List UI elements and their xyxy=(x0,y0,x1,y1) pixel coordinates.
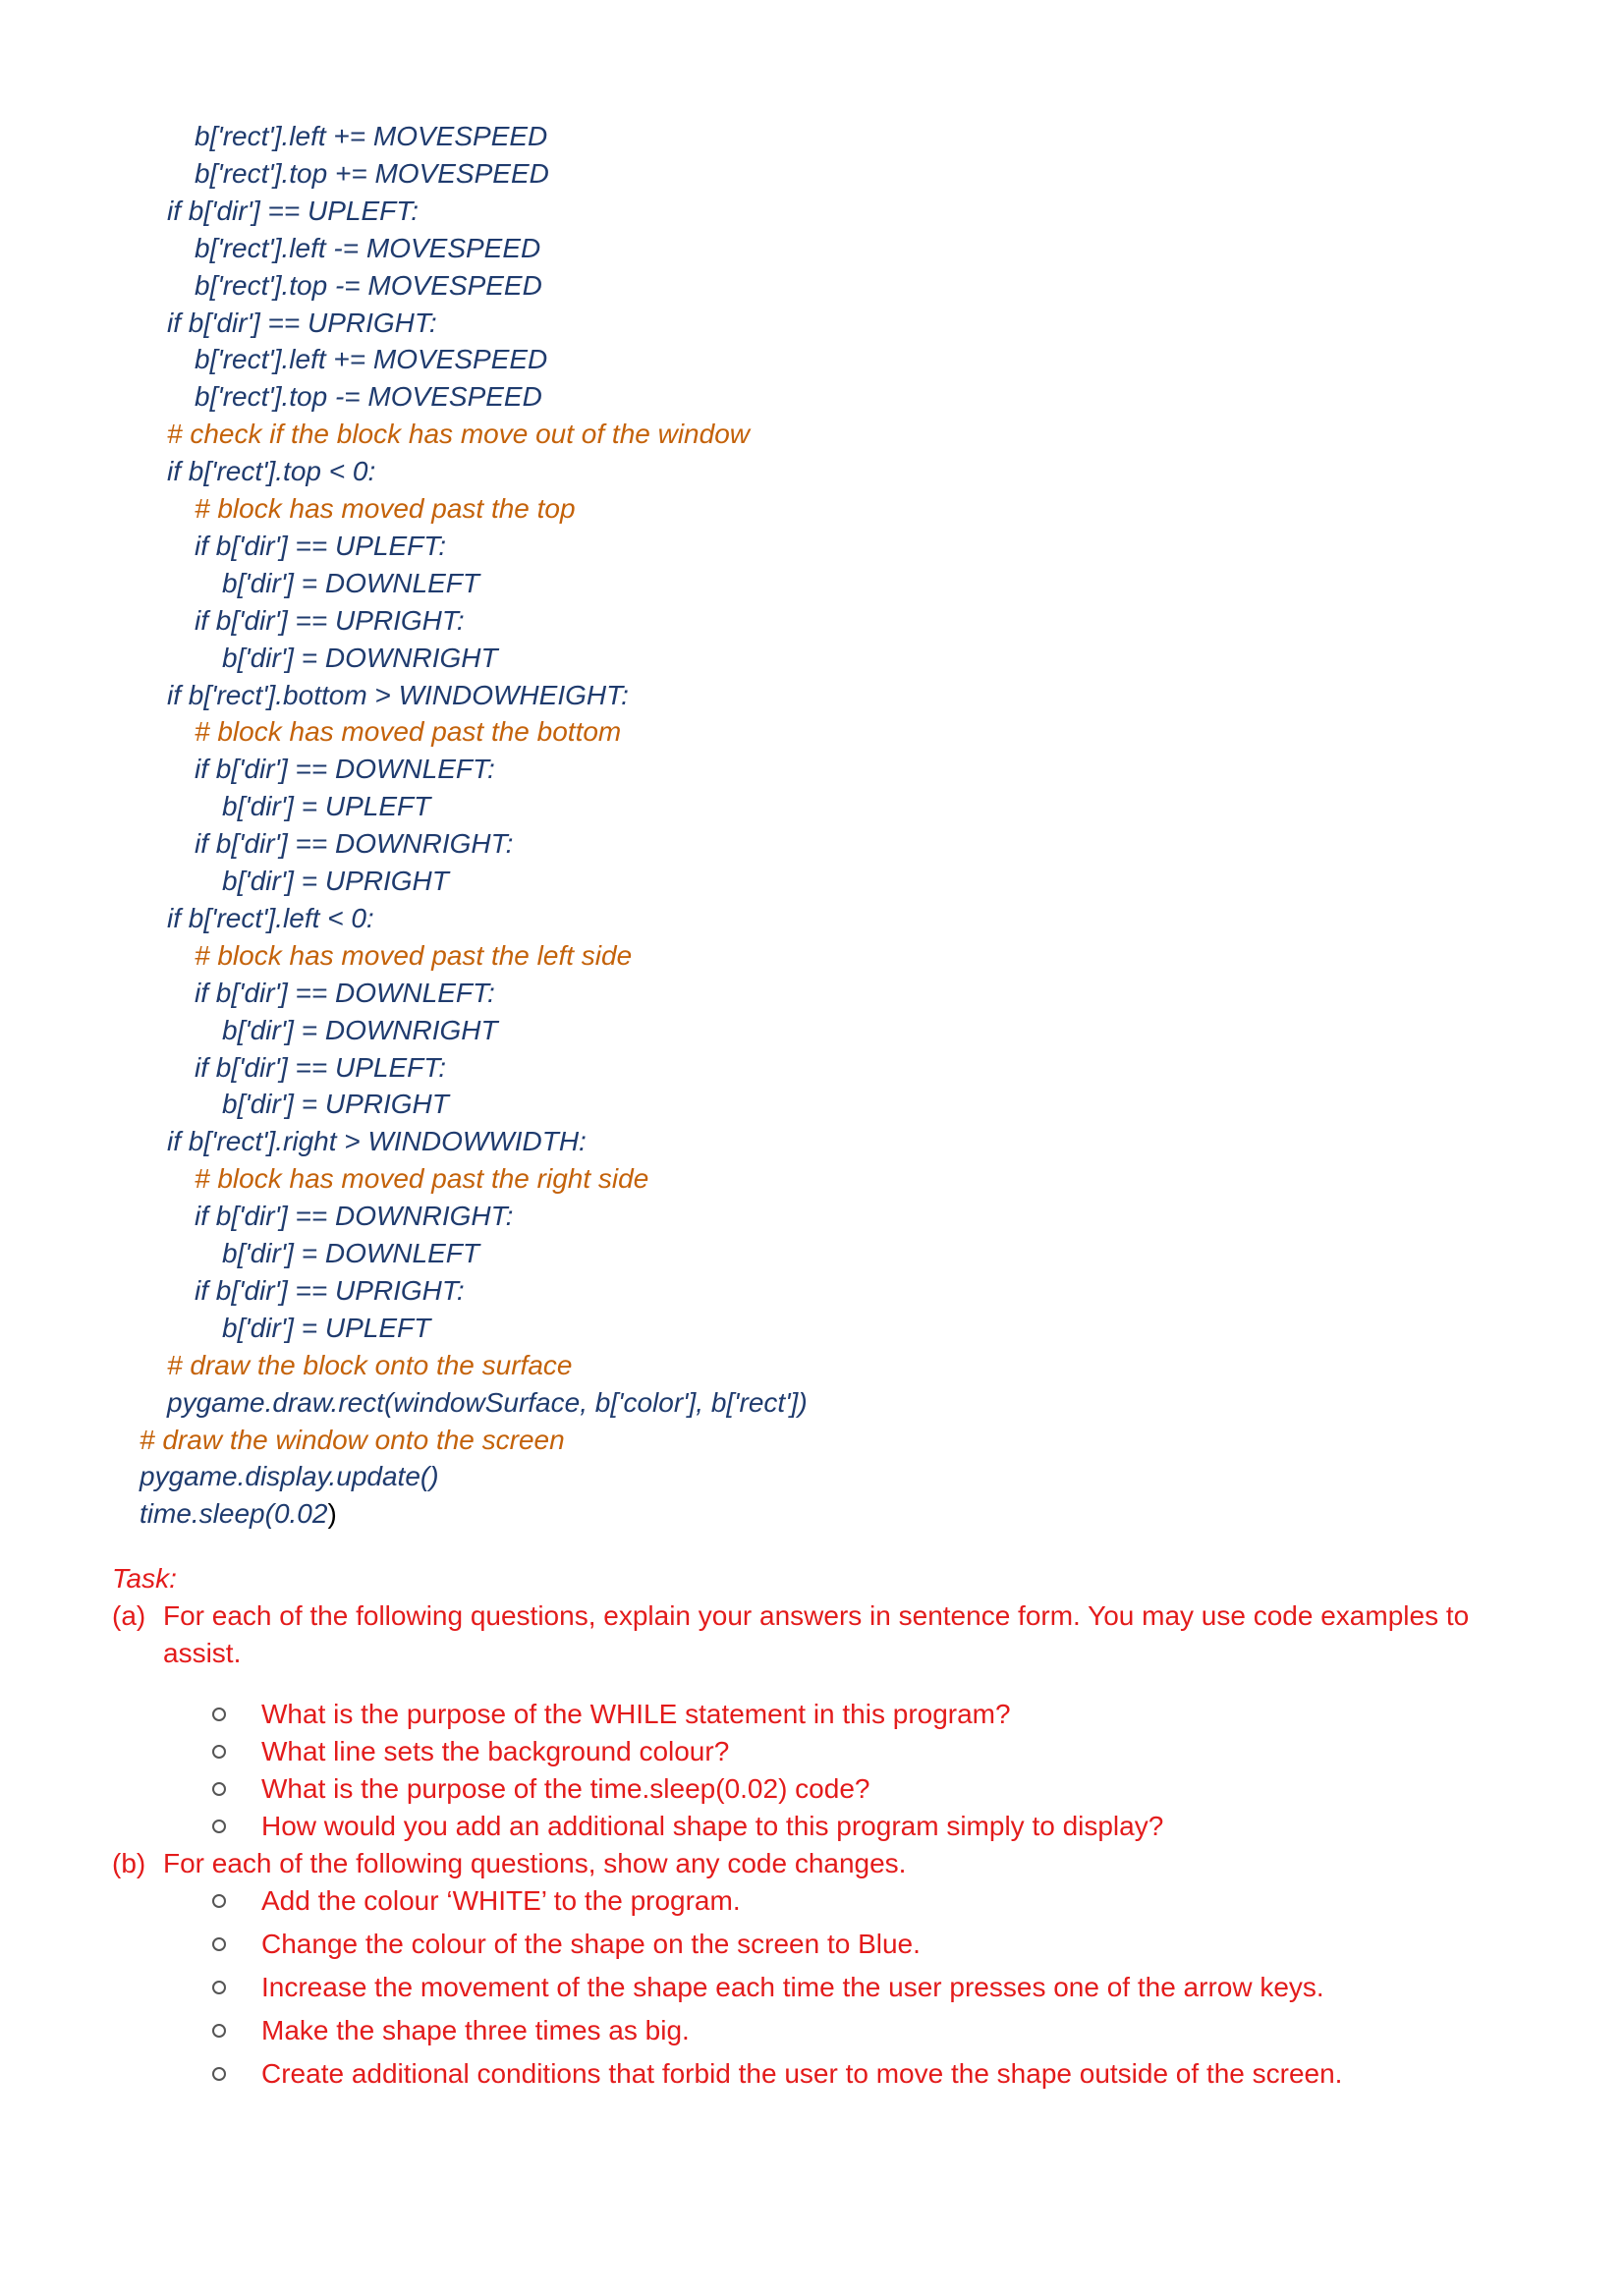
code-text: b['dir'] = UPLEFT xyxy=(222,1313,431,1343)
code-line xyxy=(167,1384,808,1422)
code-text: time.sleep(0.02 xyxy=(140,1498,328,1529)
bullet-circle-icon xyxy=(212,2024,226,2038)
part-b-task: Increase the movement of the shape each time the user presses one of the arrow keys. xyxy=(261,1972,1324,2002)
code-text: if b['dir'] == UPLEFT: xyxy=(167,196,420,226)
code-comment-line xyxy=(195,1160,648,1198)
code-text: b['rect'].left -= MOVESPEED xyxy=(195,233,541,263)
part-b-letter: (b) xyxy=(112,1848,146,1878)
code-text: b['dir'] = UPRIGHT xyxy=(222,1089,449,1119)
code-line xyxy=(195,602,465,640)
code-line xyxy=(167,900,374,937)
code-line xyxy=(167,677,629,714)
code-line xyxy=(195,1198,513,1235)
code-line xyxy=(222,863,449,900)
code-comment-line xyxy=(167,1347,572,1384)
code-text: # draw the block onto the surface xyxy=(167,1350,573,1380)
part-b-instruction: For each of the following questions, show any code changes. xyxy=(163,1848,907,1878)
code-text: b['dir'] = DOWNRIGHT xyxy=(222,643,498,673)
code-comment-line xyxy=(195,937,632,975)
code-line xyxy=(195,825,513,863)
code-line xyxy=(195,118,547,155)
part-a-question: What line sets the background colour? xyxy=(261,1736,730,1766)
bullet-circle-icon xyxy=(212,1782,226,1796)
code-line xyxy=(195,230,540,267)
code-text: if b['dir'] == DOWNRIGHT: xyxy=(195,828,514,859)
bullet-circle-icon xyxy=(212,2067,226,2081)
code-line xyxy=(195,1049,446,1087)
code-text: b['rect'].top -= MOVESPEED xyxy=(195,270,542,301)
code-line xyxy=(222,1310,430,1347)
part-b-task: Make the shape three times as big. xyxy=(261,2015,690,2045)
code-comment-line xyxy=(167,416,750,453)
code-line xyxy=(195,341,547,378)
code-text: b['dir'] = UPLEFT xyxy=(222,791,431,821)
code-text: if b['dir'] == DOWNLEFT: xyxy=(195,754,495,784)
code-text: # block has moved past the right side xyxy=(195,1163,649,1194)
code-text: # block has moved past the bottom xyxy=(195,716,622,747)
code-line xyxy=(195,378,542,416)
bullet-circle-icon xyxy=(212,1937,226,1951)
code-text: b['dir'] = UPRIGHT xyxy=(222,866,449,896)
code-text: b['rect'].top -= MOVESPEED xyxy=(195,381,542,412)
part-b-task: Add the colour ‘WHITE’ to the program. xyxy=(261,1885,741,1916)
part-a-question: What is the purpose of the WHILE statement in this program? xyxy=(261,1699,1011,1729)
code-line xyxy=(140,1458,439,1495)
code-text: if b['dir'] == DOWNLEFT: xyxy=(195,978,495,1008)
code-line xyxy=(167,305,437,342)
code-closing-paren: ) xyxy=(327,1498,337,1529)
code-text: if b['rect'].left < 0: xyxy=(167,903,374,933)
code-text: b['rect'].left += MOVESPEED xyxy=(195,344,548,374)
code-text: if b['rect'].top < 0: xyxy=(167,456,376,486)
bullet-circle-icon xyxy=(212,1820,226,1833)
code-text: if b['dir'] == UPRIGHT: xyxy=(167,308,437,338)
bullet-circle-icon xyxy=(212,1745,226,1759)
code-text: b['rect'].left += MOVESPEED xyxy=(195,121,548,151)
code-text: if b['dir'] == UPRIGHT: xyxy=(195,1275,465,1306)
code-text: if b['rect'].right > WINDOWWIDTH: xyxy=(167,1126,587,1156)
bullet-circle-icon xyxy=(212,1981,226,1994)
code-text: # block has moved past the left side xyxy=(195,940,633,971)
part-a-letter: (a) xyxy=(112,1600,146,1631)
code-text: b['rect'].top += MOVESPEED xyxy=(195,158,549,189)
code-comment-line xyxy=(195,490,576,528)
code-text: b['dir'] = DOWNLEFT xyxy=(222,568,479,598)
code-line xyxy=(195,1272,465,1310)
code-line xyxy=(195,751,495,788)
code-line xyxy=(195,155,549,193)
code-text: pygame.display.update() xyxy=(140,1461,439,1491)
part-a-question: What is the purpose of the time.sleep(0.02) code? xyxy=(261,1773,870,1804)
part-a-instruction: For each of the following questions, explain your answers in sentence form. You may use code examples to assist. xyxy=(163,1600,1470,1668)
code-line xyxy=(195,975,495,1012)
code-text: # block has moved past the top xyxy=(195,493,576,524)
code-comment-line xyxy=(195,713,621,751)
code-line xyxy=(167,453,375,490)
code-line xyxy=(222,788,430,825)
code-line xyxy=(195,267,542,305)
bullet-circle-icon xyxy=(212,1708,226,1721)
code-line xyxy=(222,565,479,602)
code-text: if b['dir'] == UPLEFT: xyxy=(195,531,447,561)
code-line xyxy=(222,1086,449,1123)
code-line xyxy=(167,193,419,230)
code-text: if b['rect'].bottom > WINDOWHEIGHT: xyxy=(167,680,629,710)
code-text: if b['dir'] == UPRIGHT: xyxy=(195,605,465,636)
part-b-task: Change the colour of the shape on the screen to Blue. xyxy=(261,1929,921,1959)
part-b-task: Create additional conditions that forbid the user to move the shape outside of the screen. xyxy=(261,2058,1343,2089)
task-heading: Task: xyxy=(112,1563,177,1594)
code-line xyxy=(222,1235,479,1272)
code-text: # draw the window onto the screen xyxy=(140,1425,565,1455)
code-line xyxy=(222,1012,498,1049)
code-text: # check if the block has move out of the window xyxy=(167,419,750,449)
code-text: if b['dir'] == DOWNRIGHT: xyxy=(195,1201,514,1231)
code-line xyxy=(195,528,446,565)
code-comment-line xyxy=(140,1422,565,1459)
code-line xyxy=(167,1123,587,1160)
code-text: b['dir'] = DOWNLEFT xyxy=(222,1238,479,1268)
code-text: pygame.draw.rect(windowSurface, b['color'], b['rect']) xyxy=(167,1387,808,1418)
code-line xyxy=(222,640,498,677)
code-line xyxy=(140,1495,337,1533)
part-a-question: How would you add an additional shape to this program simply to display? xyxy=(261,1811,1164,1841)
bullet-circle-icon xyxy=(212,1894,226,1908)
code-text: b['dir'] = DOWNRIGHT xyxy=(222,1015,498,1045)
code-text: if b['dir'] == UPLEFT: xyxy=(195,1052,447,1083)
